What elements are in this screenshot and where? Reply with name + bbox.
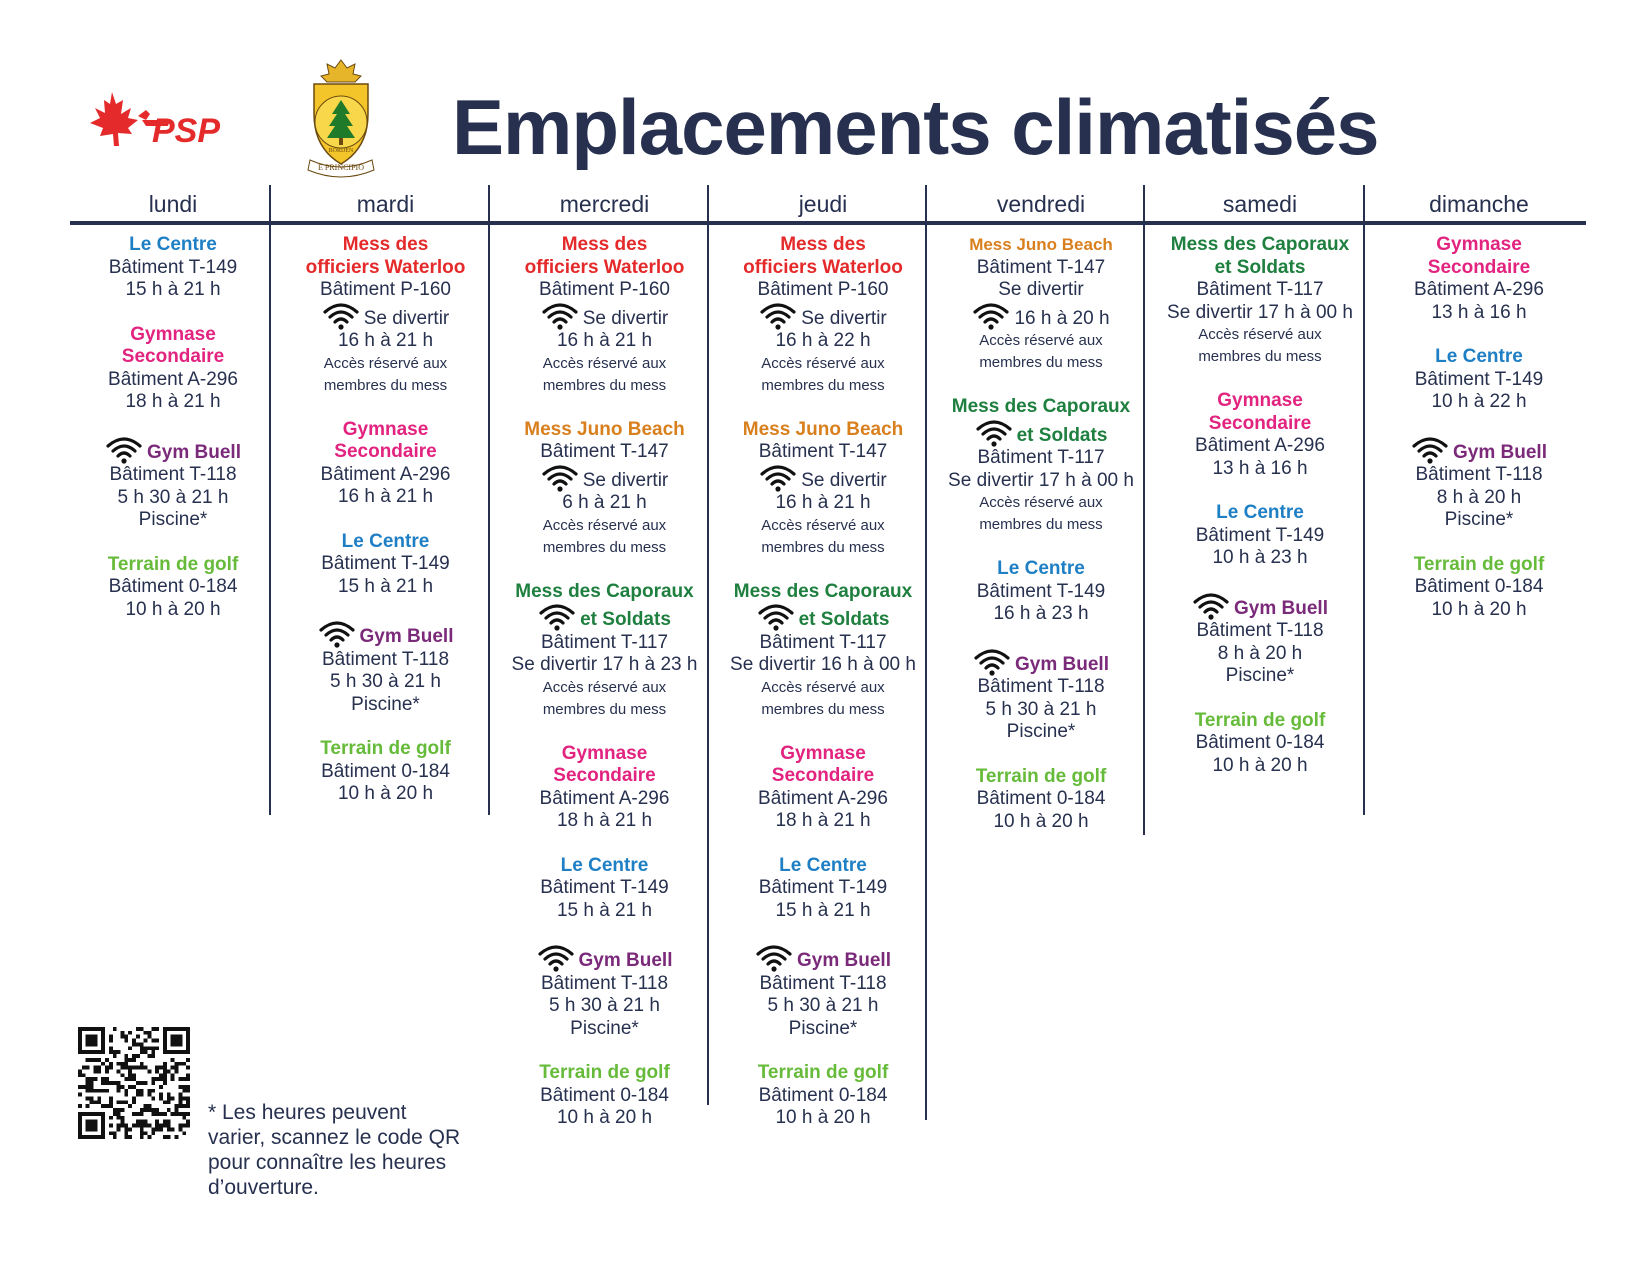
location-entry	[933, 766, 1149, 834]
location-entry	[715, 234, 931, 397]
location-name	[1151, 592, 1369, 621]
location-name-text: Mess des Caporaux	[515, 580, 694, 602]
location-name	[715, 855, 931, 878]
location-name	[496, 855, 713, 878]
location-name-text: Gymnase	[1217, 390, 1303, 411]
access-note: membres du mess	[323, 376, 448, 394]
location-name-text: Mess Juno Beach	[969, 235, 1113, 254]
location-detail: 8 h à 20 h	[1436, 486, 1522, 508]
wifi-icon	[975, 419, 1013, 447]
location-entry	[715, 855, 931, 923]
location-entry	[70, 436, 276, 532]
location-name	[933, 558, 1149, 581]
location-name	[933, 766, 1149, 789]
location-detail: Bâtiment A-296	[539, 787, 670, 809]
location-detail: Bâtiment T-149	[976, 580, 1106, 602]
location-entry	[70, 554, 276, 622]
location-detail-text: Se divertir	[801, 469, 887, 491]
location-detail: Bâtiment A-296	[320, 463, 451, 485]
location-hours: 16 h à 21 h	[556, 330, 653, 351]
location-name	[496, 257, 713, 280]
location-name-text: Mess des Caporaux	[951, 396, 1131, 417]
location-detail: Bâtiment T-118	[1196, 620, 1324, 641]
location-name	[70, 234, 276, 257]
location-entry	[933, 396, 1149, 536]
location-detail	[715, 302, 931, 331]
location-detail-text: 16 h à 20 h	[1014, 307, 1110, 329]
access-note: Accès réservé aux	[761, 678, 885, 696]
access-note: Accès réservé aux	[542, 516, 667, 534]
wifi-icon	[759, 302, 797, 330]
access-note: Accès réservé aux	[542, 678, 667, 696]
location-entry	[277, 234, 494, 397]
wifi-icon	[541, 464, 579, 492]
location-detail: Bâtiment T-117	[977, 447, 1105, 468]
location-detail	[496, 302, 713, 331]
location-entry	[933, 648, 1149, 744]
location-detail: 18 h à 21 h	[125, 391, 221, 412]
location-detail: 16 h à 23 h	[993, 603, 1089, 624]
location-entry	[277, 531, 494, 599]
location-name-text: Mess des	[561, 234, 648, 255]
location-detail: Bâtiment T-117	[1196, 279, 1324, 300]
location-detail: Bâtiment T-147	[540, 441, 669, 462]
day-header: mercredi	[559, 191, 650, 217]
location-entry	[933, 558, 1149, 626]
location-name	[715, 581, 931, 604]
location-detail: Bâtiment T-118	[977, 676, 1105, 697]
location-name	[277, 738, 494, 761]
location-name	[277, 441, 494, 464]
location-detail: Bâtiment 0-184	[108, 576, 238, 597]
svg-text:E PRINCIPIO: E PRINCIPIO	[317, 163, 365, 172]
location-detail: Bâtiment T-149	[108, 256, 238, 278]
location-hours: 16 h à 22 h	[775, 330, 871, 351]
location-name-text: Gym Buell	[1015, 653, 1109, 675]
location-detail: Bâtiment 0-184	[321, 760, 450, 782]
location-name	[496, 234, 713, 257]
access-note: membres du mess	[542, 700, 667, 718]
location-name-text: Terrain de golf	[539, 1062, 670, 1083]
location-name-text: Secondaire	[1208, 412, 1312, 434]
location-detail: Bâtiment P-160	[757, 279, 889, 300]
access-note: Accès réservé aux	[979, 332, 1103, 349]
location-detail	[933, 302, 1149, 331]
access-note: membres du mess	[979, 516, 1103, 533]
location-detail: 10 h à 20 h	[775, 1107, 871, 1128]
location-hours: 6 h à 21 h	[562, 492, 647, 513]
location-detail: Piscine*	[570, 1017, 639, 1039]
maple-leaf-icon	[90, 92, 138, 146]
location-detail: Se divertir 17 h à 00 h	[1167, 301, 1353, 323]
day-header: mardi	[356, 191, 415, 217]
location-name	[1371, 436, 1587, 465]
location-detail: 15 h à 21 h	[337, 575, 434, 597]
psp-logo	[78, 90, 246, 152]
location-name	[1151, 710, 1369, 733]
location-detail: Bâtiment T-149	[540, 877, 669, 898]
access-note: Accès réservé aux	[761, 516, 885, 534]
location-name-text: Secondaire	[334, 441, 437, 462]
location-name-text: Gymnase	[130, 323, 216, 345]
location-detail: 10 h à 20 h	[337, 783, 434, 804]
location-name-text: Terrain de golf	[320, 738, 451, 759]
location-name	[1151, 502, 1369, 525]
location-detail: Bâtiment T-118	[1415, 464, 1543, 485]
wifi-icon	[755, 944, 793, 972]
location-detail	[496, 464, 713, 493]
location-name-text: Terrain de golf	[757, 1062, 889, 1083]
location-detail: 18 h à 21 h	[556, 810, 653, 831]
location-detail: 10 h à 22 h	[1431, 391, 1527, 412]
location-name-text: Le Centre	[560, 854, 649, 876]
location-entry	[1151, 710, 1369, 778]
location-name-text: Secondaire	[553, 765, 656, 786]
access-note: membres du mess	[542, 538, 667, 556]
location-detail-text: Se divertir	[582, 307, 669, 329]
location-name	[1151, 257, 1369, 280]
location-entry	[277, 419, 494, 509]
access-note: membres du mess	[979, 354, 1103, 371]
wifi-icon	[105, 436, 143, 464]
location-name-text: Gym Buell	[578, 950, 673, 971]
access-note: Accès réservé aux	[1198, 326, 1322, 343]
location-name	[496, 743, 713, 766]
location-detail: Piscine*	[788, 1017, 858, 1039]
location-detail: Bâtiment T-149	[758, 877, 888, 898]
location-detail: Bâtiment T-117	[540, 631, 669, 653]
location-name	[933, 648, 1149, 677]
location-entry	[1371, 436, 1587, 532]
day-column-dimanche	[1371, 190, 1587, 643]
location-name-text: Terrain de golf	[1413, 553, 1545, 575]
location-name-text: Secondaire	[771, 765, 875, 786]
location-entry	[1151, 234, 1369, 368]
location-name-text: officiers Waterloo	[524, 256, 685, 278]
location-detail: 13 h à 16 h	[1212, 457, 1308, 479]
location-entry	[1371, 346, 1587, 414]
location-entry	[1151, 592, 1369, 688]
location-name	[715, 257, 931, 280]
location-name-text: Secondaire	[121, 346, 225, 367]
location-entry	[715, 1062, 931, 1130]
location-name-text: Gymnase	[780, 742, 866, 764]
location-entry	[496, 234, 713, 397]
location-name	[1371, 234, 1587, 257]
qr-code-icon[interactable]	[78, 1027, 190, 1139]
column-divider	[1143, 185, 1145, 835]
location-name-text: et Soldats	[1214, 256, 1306, 278]
column-divider	[269, 185, 271, 815]
location-detail: Bâtiment A-296	[758, 787, 888, 809]
location-name	[1371, 554, 1587, 577]
location-name-text: Terrain de golf	[1194, 709, 1326, 731]
location-detail: 10 h à 20 h	[1212, 754, 1308, 776]
location-detail-text: Se divertir	[363, 307, 450, 329]
location-detail: Bâtiment T-149	[1414, 368, 1544, 390]
day-column-lundi	[70, 190, 276, 643]
location-entry	[1371, 234, 1587, 324]
location-entry	[70, 324, 276, 414]
location-name	[496, 765, 713, 788]
location-detail: Bâtiment 0-184	[1414, 576, 1544, 597]
location-entry	[1151, 390, 1369, 480]
svg-text:PSP: PSP	[152, 112, 221, 150]
location-name	[715, 234, 931, 257]
location-name	[715, 603, 931, 632]
location-detail: Bâtiment T-147	[976, 256, 1106, 278]
location-name-text: Mess des Caporaux	[733, 580, 913, 602]
location-name-text: et Soldats	[1016, 424, 1108, 446]
location-name-text: Le Centre	[997, 558, 1085, 579]
location-name	[1151, 413, 1369, 436]
location-name	[277, 234, 494, 257]
location-name-text: Secondaire	[1427, 256, 1531, 278]
location-name	[1371, 257, 1587, 280]
day-column-samedi	[1151, 190, 1369, 799]
location-detail: 5 h 30 à 21 h	[117, 486, 229, 508]
footnote: * Les heures peuvent varier, scannez le code QR pour connaître les heures d’ouverture.	[208, 1101, 461, 1199]
location-detail: Bâtiment A-296	[1414, 279, 1544, 300]
location-detail: Bâtiment A-296	[108, 368, 238, 390]
wifi-icon	[322, 302, 360, 330]
location-name-text: et Soldats	[798, 609, 890, 630]
location-detail: Bâtiment T-117	[759, 631, 887, 653]
location-detail: Bâtiment T-118	[759, 972, 887, 994]
location-hours: 16 h à 21 h	[775, 492, 871, 513]
location-entry	[277, 738, 494, 806]
location-detail: Bâtiment 0-184	[758, 1084, 888, 1106]
location-name-text: Gymnase	[1436, 234, 1522, 255]
location-detail: Bâtiment P-160	[539, 279, 670, 300]
location-entry	[1371, 554, 1587, 622]
location-detail: Bâtiment T-118	[109, 464, 237, 485]
location-detail: 5 h 30 à 21 h	[330, 671, 441, 692]
wifi-icon	[1411, 436, 1449, 464]
location-name	[715, 743, 931, 766]
location-entry	[933, 234, 1149, 374]
location-name-text: Le Centre	[1435, 346, 1523, 367]
location-detail: Bâtiment T-149	[321, 553, 450, 574]
location-name-text: Mess des	[780, 234, 866, 255]
location-detail: 15 h à 21 h	[556, 899, 653, 921]
access-note: Accès réservé aux	[542, 354, 667, 372]
location-name-text: Terrain de golf	[975, 765, 1107, 787]
access-note: membres du mess	[1198, 348, 1322, 365]
location-detail: Se divertir	[998, 279, 1084, 300]
location-name	[277, 419, 494, 442]
location-detail: 5 h 30 à 21 h	[549, 995, 660, 1016]
page-title: Emplacements climatisés	[452, 83, 1379, 171]
location-name-text: Gymnase	[561, 742, 648, 764]
wifi-icon	[538, 603, 576, 631]
location-name	[70, 324, 276, 347]
crest-icon	[296, 58, 386, 180]
location-detail: 5 h 30 à 21 h	[985, 698, 1097, 720]
day-column-mardi	[277, 190, 494, 828]
location-hours: 16 h à 21 h	[337, 330, 434, 351]
location-name	[70, 554, 276, 577]
location-entry	[715, 944, 931, 1040]
location-detail: Piscine*	[138, 509, 208, 530]
location-detail: 18 h à 21 h	[775, 810, 871, 831]
location-name-text: officiers Waterloo	[743, 256, 903, 278]
day-header: lundi	[148, 191, 198, 217]
location-name	[496, 603, 713, 632]
location-detail: Bâtiment T-147	[758, 441, 888, 462]
location-name	[715, 1062, 931, 1085]
svg-text:BORDEN: BORDEN	[328, 148, 354, 154]
location-name	[933, 396, 1149, 419]
location-name-text: Gym Buell	[147, 441, 241, 463]
location-detail: 10 h à 20 h	[556, 1107, 653, 1128]
column-divider	[488, 185, 490, 815]
location-entry	[715, 743, 931, 833]
location-detail: Piscine*	[351, 693, 420, 715]
column-divider	[925, 185, 927, 1120]
column-divider	[707, 185, 709, 1105]
day-header: samedi	[1222, 191, 1298, 217]
day-column-mercredi	[496, 190, 713, 1152]
access-note: Accès réservé aux	[323, 354, 448, 372]
location-name-text: Gym Buell	[1453, 441, 1547, 463]
location-name	[496, 944, 713, 973]
column-divider	[1363, 185, 1365, 815]
access-note: membres du mess	[761, 538, 885, 556]
location-entry	[496, 855, 713, 923]
access-note: membres du mess	[542, 376, 667, 394]
location-detail-text: Se divertir	[582, 469, 669, 491]
location-detail: Bâtiment T-149	[1195, 524, 1325, 546]
location-entry	[496, 944, 713, 1040]
location-detail: 13 h à 16 h	[1431, 301, 1527, 323]
location-detail: Bâtiment A-296	[1195, 435, 1325, 456]
location-name-text: Mess Juno Beach	[524, 418, 685, 440]
location-name-text: Mess Juno Beach	[742, 418, 904, 440]
location-name	[1151, 234, 1369, 257]
location-detail: Bâtiment T-118	[540, 972, 669, 994]
location-name-text: Le Centre	[129, 234, 217, 255]
wifi-icon	[537, 944, 575, 972]
location-name-text: Gymnase	[342, 418, 429, 440]
location-name	[715, 419, 931, 442]
location-detail: 10 h à 20 h	[993, 810, 1089, 832]
location-name-text: Le Centre	[779, 854, 867, 876]
location-entry	[496, 743, 713, 833]
location-entry	[715, 419, 931, 559]
wifi-icon	[1192, 592, 1230, 620]
location-name	[933, 234, 1149, 257]
location-name	[70, 346, 276, 369]
location-detail: 15 h à 21 h	[125, 279, 221, 300]
location-name	[496, 581, 713, 604]
location-detail: Bâtiment 0-184	[1195, 732, 1325, 753]
wifi-icon	[318, 620, 356, 648]
location-detail: Se divertir 16 h à 00 h	[730, 654, 916, 675]
location-name-text: Le Centre	[1216, 502, 1304, 523]
wifi-icon	[972, 302, 1010, 330]
day-header: jeudi	[798, 191, 848, 217]
location-name	[277, 531, 494, 554]
location-name-text: Le Centre	[341, 530, 430, 552]
location-detail: 5 h 30 à 21 h	[767, 995, 879, 1016]
day-column-vendredi	[933, 190, 1149, 855]
location-name-text: Terrain de golf	[107, 553, 239, 575]
location-detail: 15 h à 21 h	[775, 899, 871, 921]
location-name	[715, 944, 931, 973]
location-name	[496, 419, 713, 442]
location-detail: Se divertir 17 h à 23 h	[511, 654, 698, 675]
location-name-text: Mess des Caporaux	[1170, 234, 1350, 255]
day-header: vendredi	[996, 191, 1086, 217]
location-entry	[715, 581, 931, 721]
location-detail: Bâtiment T-118	[321, 648, 450, 670]
location-entry	[1151, 502, 1369, 570]
location-entry	[496, 419, 713, 559]
access-note: membres du mess	[761, 700, 885, 718]
location-name	[1151, 390, 1369, 413]
location-entry	[496, 1062, 713, 1130]
location-name	[496, 1062, 713, 1085]
location-entry	[277, 620, 494, 716]
wifi-icon	[757, 603, 795, 631]
location-name	[277, 257, 494, 280]
location-name-text: Gym Buell	[359, 626, 454, 647]
location-detail: Bâtiment 0-184	[540, 1084, 669, 1106]
location-entry	[496, 581, 713, 721]
location-detail: Piscine*	[1225, 665, 1295, 686]
location-detail: Piscine*	[1006, 721, 1076, 742]
access-note: Accès réservé aux	[979, 494, 1103, 511]
location-detail: 10 h à 23 h	[1212, 547, 1308, 568]
location-detail: 16 h à 21 h	[337, 486, 434, 507]
location-name-text: Gym Buell	[1234, 597, 1328, 619]
location-name	[715, 765, 931, 788]
location-detail: 10 h à 20 h	[1431, 598, 1527, 620]
access-note: membres du mess	[761, 376, 885, 394]
location-name-text: et Soldats	[580, 609, 671, 630]
location-name-text: officiers Waterloo	[305, 256, 466, 278]
location-detail: Bâtiment P-160	[320, 279, 451, 300]
location-detail	[277, 302, 494, 331]
location-name-text: Gym Buell	[797, 950, 891, 971]
day-header: dimanche	[1429, 191, 1529, 217]
location-name	[1371, 346, 1587, 369]
wifi-icon	[541, 302, 579, 330]
location-detail: Piscine*	[1444, 509, 1514, 530]
location-detail: 10 h à 20 h	[125, 598, 221, 620]
wifi-icon	[973, 648, 1011, 676]
location-detail-text: Se divertir	[801, 307, 887, 329]
access-note: Accès réservé aux	[761, 354, 885, 372]
location-name	[277, 620, 494, 649]
location-detail	[715, 464, 931, 493]
location-name	[933, 419, 1149, 448]
location-detail: Se divertir 17 h à 00 h	[948, 469, 1134, 491]
day-column-jeudi	[715, 190, 931, 1152]
location-name	[70, 436, 276, 465]
location-entry	[70, 234, 276, 302]
wifi-icon	[759, 464, 797, 492]
location-detail: Bâtiment 0-184	[976, 788, 1106, 809]
location-name-text: Mess des	[342, 234, 429, 255]
location-detail: 8 h à 20 h	[1217, 642, 1303, 664]
